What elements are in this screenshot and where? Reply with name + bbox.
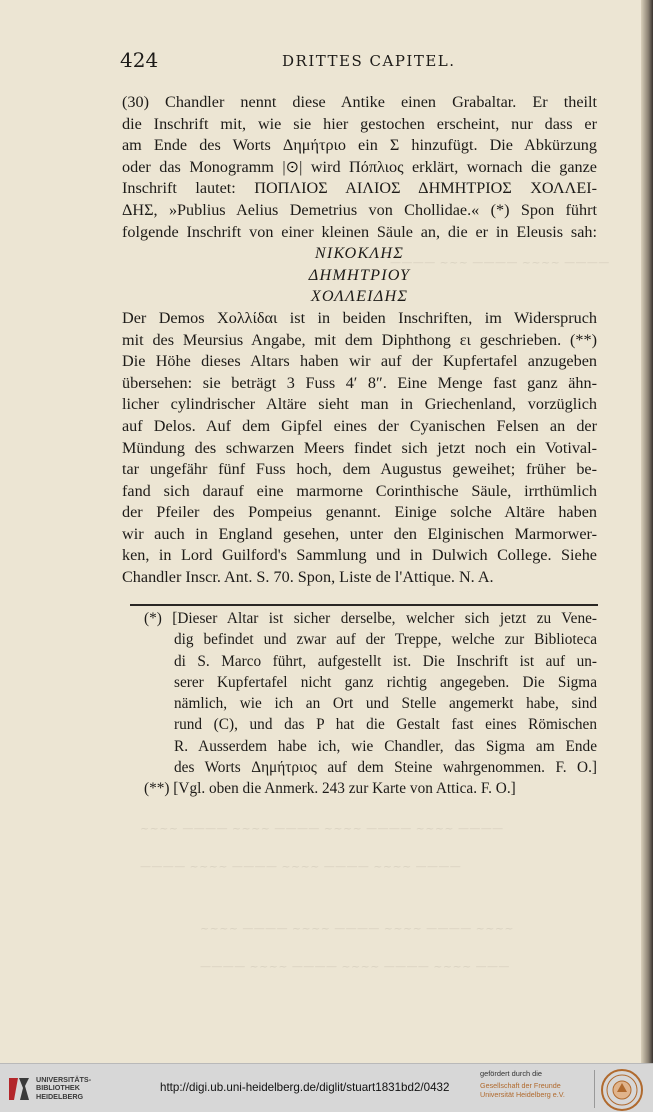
bleed-through-decoration: ———— ~~~~ ———— ~~~~ ———— ~~~~ ——— — [200, 960, 510, 973]
sponsor-name — [480, 1081, 565, 1099]
page-edge-shadow — [641, 0, 653, 1063]
footnote-line: (**) [Vgl. oben die Anmerk. 243 zur Karte von Attica. F. O.] — [144, 780, 516, 798]
text-line: Der Demos Χολλίδαι ist in beiden Inschriften, im Widerspruch — [122, 308, 597, 327]
inscription-line: ΔΗΜΗΤΡΙΟΥ — [308, 265, 411, 284]
text-line: am Ende des Worts Δημήτριο ein Σ hinzufügt. Die Abkürzung — [122, 136, 597, 155]
text-line: die Inschrift mit, wie sie hier gestochen erscheint, nur dass er — [122, 114, 597, 133]
university-library-logo-icon — [6, 1074, 32, 1104]
sponsor-name-line: Gesellschaft der Freunde — [480, 1081, 561, 1090]
viewer-footer — [0, 1063, 653, 1112]
running-title: DRITTES CAPITEL. — [282, 52, 456, 70]
library-name — [36, 1076, 91, 1101]
text-line: der Pfeiler des Pompeius genannt. Einige solche Altäre haben — [122, 503, 597, 522]
footnote-line: des Worts Δημήτριος auf dem Steine wahrgenommen. F. O.] — [174, 759, 597, 777]
text-line: wir auch in England gesehen, unter den Elginischen Marmorwer- — [122, 524, 597, 543]
footnote-line: dig befindet und zwar auf der Treppe, welche zur Biblioteca — [174, 631, 597, 649]
footnote-line: rund (C), und das P hat die Gestalt fast eines Römischen — [174, 716, 597, 734]
university-seal-icon — [600, 1068, 644, 1112]
inscription-line: ΧΟΛΛΕΙΔΗΣ — [310, 287, 409, 306]
text-line: folgende Inschrift von einer kleinen Säule an, die er in Eleusis sah: — [122, 222, 597, 241]
text-line: übersehen: sie beträgt 3 Fuss 4′ 8″. Eine Menge fast ganz ähn- — [122, 373, 597, 392]
text-line: ken, in Lord Guilford's Sammlung und in Dulwich College. Siehe — [122, 546, 597, 565]
library-name-line: UNIVERSITÄTS- — [36, 1075, 92, 1084]
bleed-through-decoration: ———— ~~~ ———— ~~~~ ———— — [390, 256, 610, 269]
bleed-through-decoration: ———— ~~~~ ———— ~~~~ ———— ~~~~ ———— — [140, 860, 462, 873]
page-number: 424 — [120, 48, 159, 72]
sponsor-name-line: Universität Heidelberg e.V. — [480, 1090, 565, 1100]
footnote-divider — [130, 604, 598, 606]
footnote-line: nämlich, wie ich an Ort und Stelle angemerkt habe, sind — [174, 695, 597, 713]
text-line: oder das Monogramm |⊙| wird Πόπλιος erklärt, wornach die ganze — [122, 157, 597, 176]
footnotes — [122, 608, 597, 800]
library-name-line: BIBLIOTHEK — [36, 1083, 80, 1093]
footer-divider — [594, 1070, 595, 1108]
footnote-line: (*) [Dieser Altar ist sicher derselbe, welcher sich jetzt zu Vene- — [144, 610, 597, 627]
text-line: Mündung des schwarzen Meers findet sich jetzt noch ein Votival- — [122, 438, 597, 457]
bleed-through-decoration: ~~~~ ———— ~~~~ ———— ~~~~ ———— ~~~~ — [200, 922, 515, 935]
text-line: Die Höhe dieses Altars haben wir auf der Kupfertafel anzugeben — [122, 352, 597, 371]
text-line: ΔΗΣ, »Publius Aelius Demetrius von Chollidae.« (*) Spon führt — [122, 200, 597, 219]
text-line: mit des Meursius Angabe, mit dem Diphthong ει geschrieben. (**) — [122, 330, 597, 349]
text-line: tar ungefähr fünf Fuss hoch, dem Augustus geweihet; früher be- — [122, 460, 597, 479]
bleed-through-decoration: ~~~~ ———— ~~~~ ———— ~~~~ ———— ~~~~ ———— — [140, 822, 504, 835]
text-line: fand sich darauf eine marmorne Corinthische Säule, irrthümlich — [122, 481, 597, 500]
footnote-line: di S. Marco führt, aufgestellt ist. Die Inschrift ist auf un- — [174, 652, 597, 670]
library-name-line: HEIDELBERG — [36, 1091, 84, 1101]
text-line: (30) Chandler nennt diese Antike einen Grabaltar. Er theilt — [122, 93, 597, 111]
running-header — [120, 46, 600, 76]
main-text — [122, 92, 597, 589]
footnote-line: serer Kupfertafel nicht ganz richtig angegeben. Die Sigma — [174, 673, 597, 691]
sponsor-label: gefördert durch die — [480, 1069, 543, 1078]
permalink-url[interactable]: http://digi.ub.uni-heidelberg.de/diglit/stuart1831bd2/0432 — [160, 1081, 450, 1094]
footnote-line: R. Ausserdem habe ich, wie Chandler, das Sigma am Ende — [174, 737, 597, 755]
text-line: licher cylindrischer Altäre sieht man in Griechenland, vorzüglich — [122, 395, 597, 414]
inscription-line: ΝΙΚΟΚΛΗΣ — [314, 244, 405, 263]
text-line: Chandler Inscr. Ant. S. 70. Spon, Liste de l'Attique. N. A. — [122, 568, 494, 587]
text-line: Inschrift lautet: ΠΟΠΛΙΟΣ ΑΙΛΙΟΣ ΔΗΜΗΤΡΙΟΣ ΧΟΛΛΕΙ- — [122, 179, 597, 198]
text-line: auf Delos. Auf dem Gipfel eines der Cyanischen Felsen an der — [122, 416, 597, 435]
